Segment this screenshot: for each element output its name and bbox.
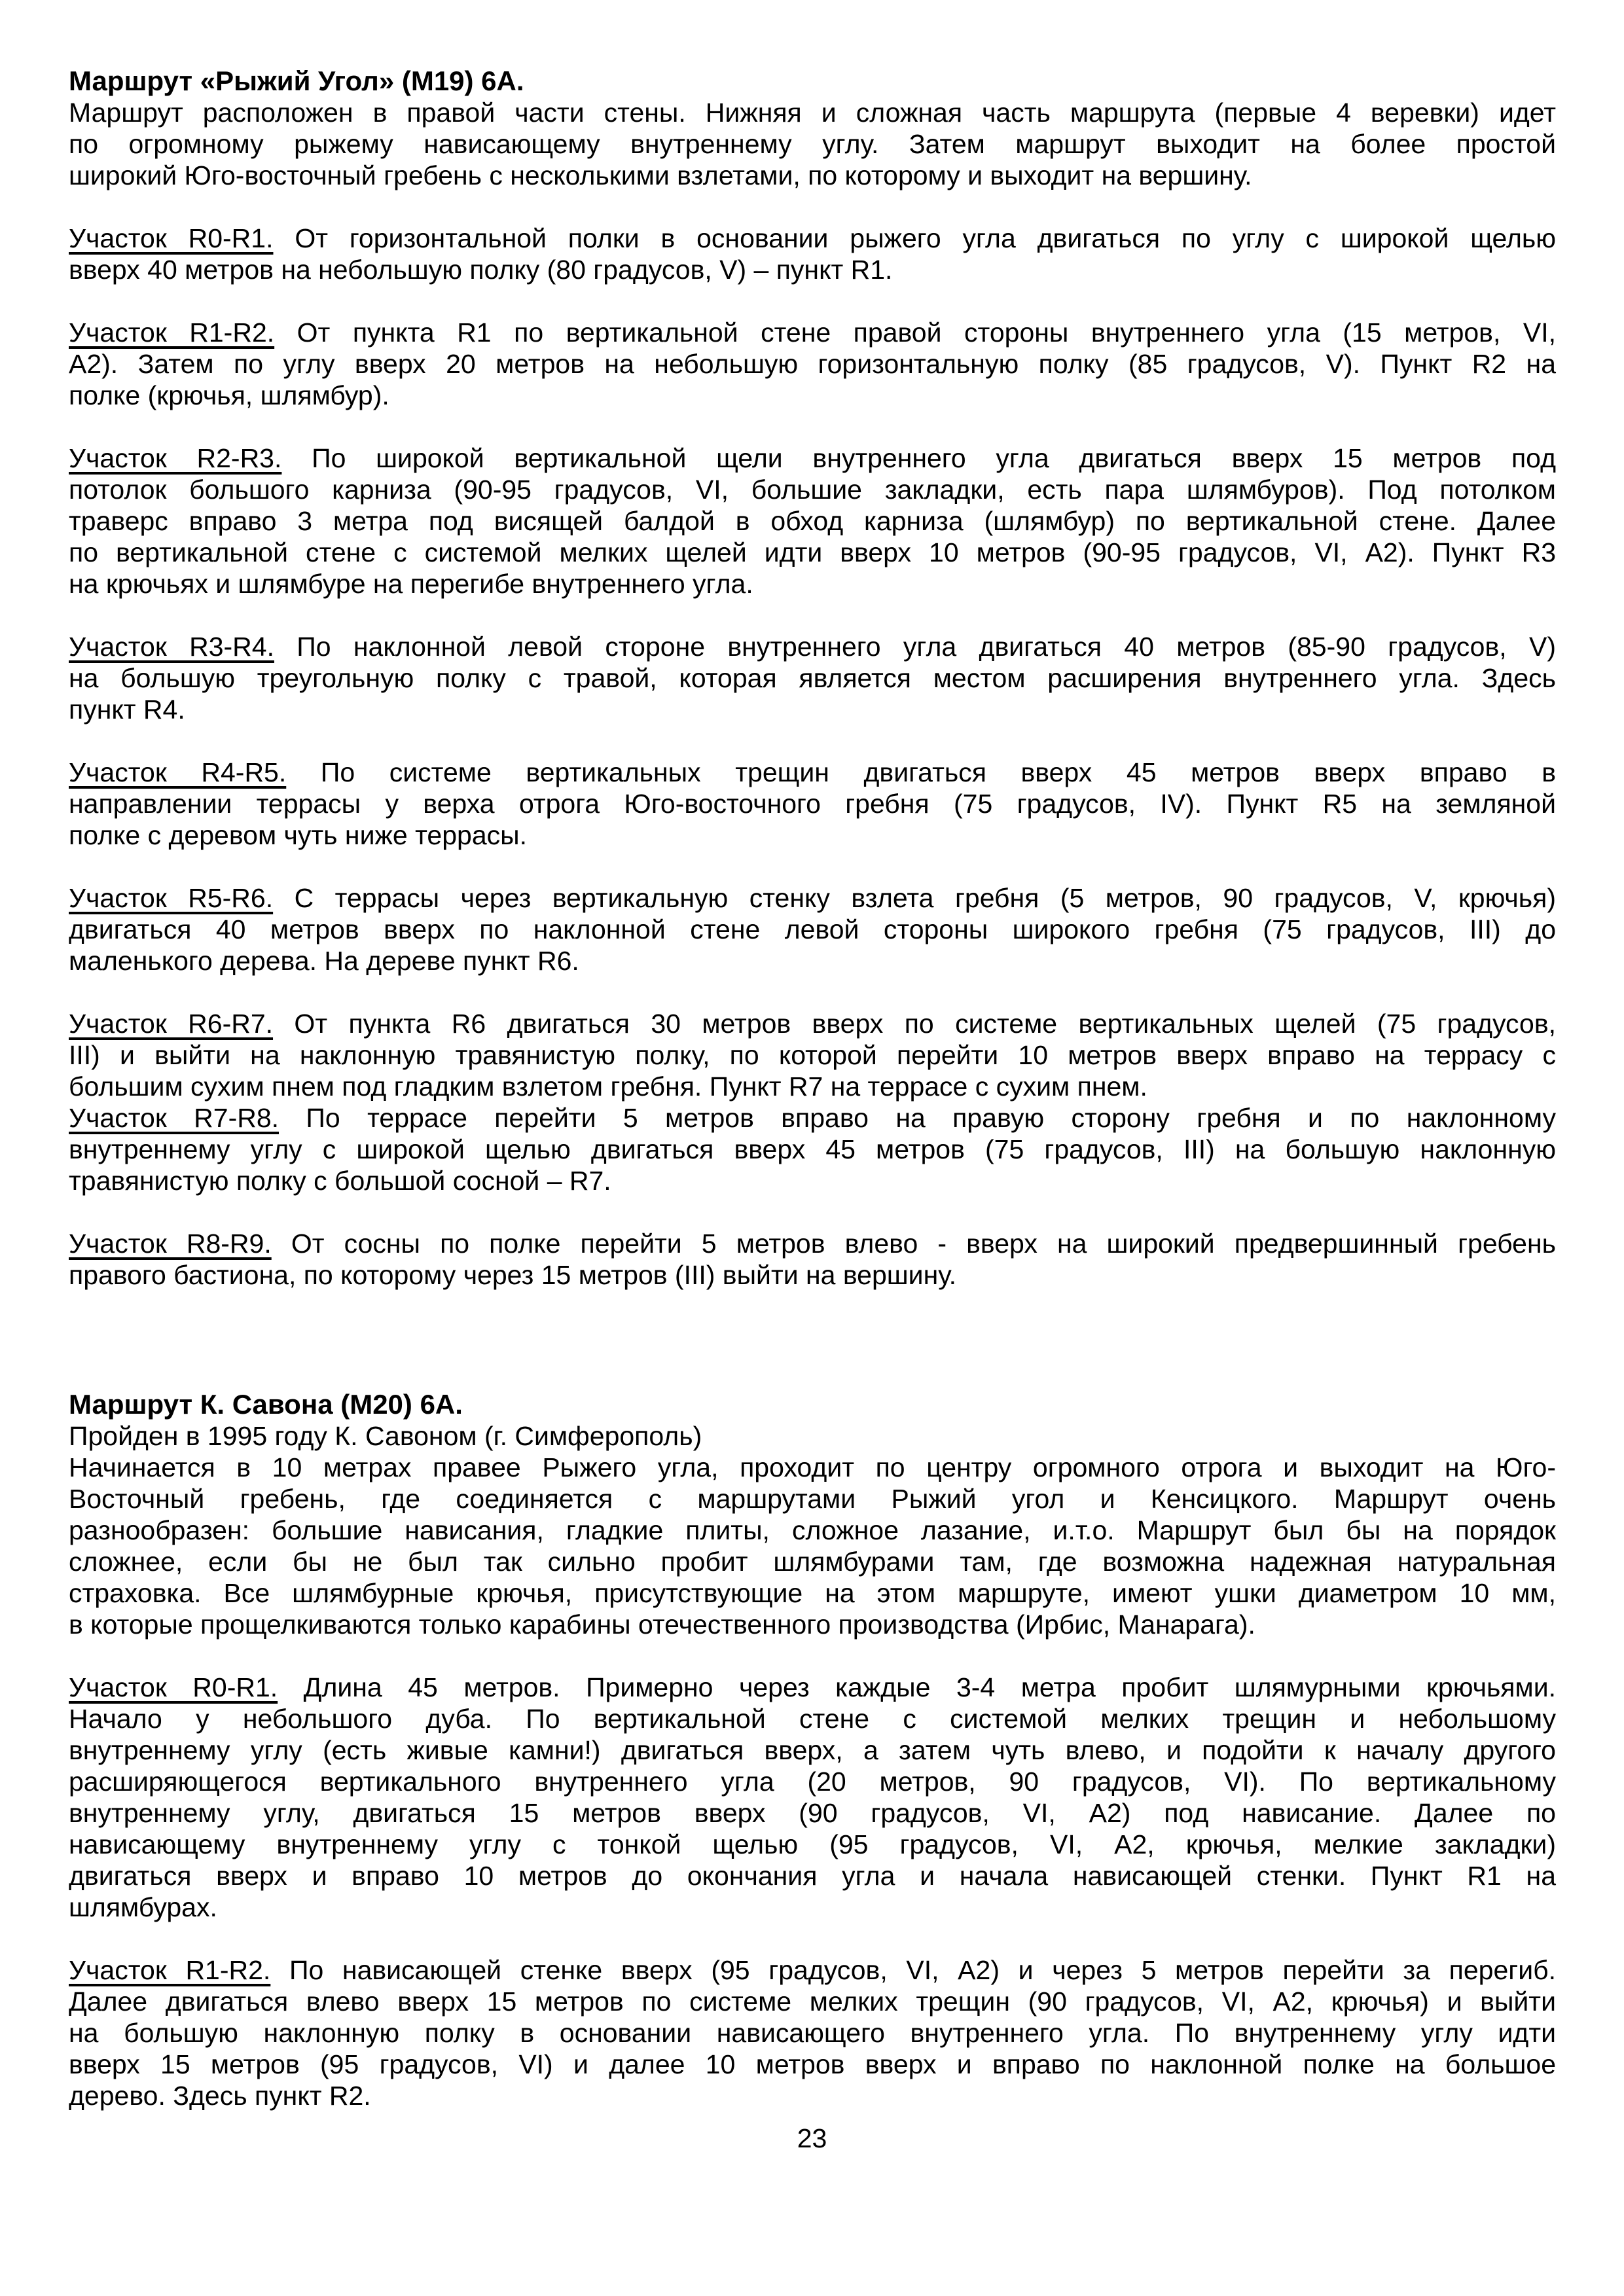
text-line: на большую наклонную полку в основании нависающего внутреннего угла. По внутреннему углу идти: [69, 2018, 1556, 2048]
segment-text: По широкой вертикальной щели внутреннего угла двигаться вверх 15 метров под: [281, 443, 1556, 473]
text-line: Начало у небольшого дуба. По вертикальной стене с системой мелких трещин и небольшому: [69, 1704, 1556, 1734]
segment-label: Участок R5-R6.: [69, 883, 274, 913]
text-line: двигаться вверх и вправо 10 метров до окончания угла и начала нависающей стенки. Пункт R1 на: [69, 1861, 1556, 1891]
text-line: разнообразен: большие нависания, гладкие плиты, сложное лазание, и.т.о. Маршрут был бы на порядок: [69, 1515, 1556, 1545]
segment-text: По террасе перейти 5 метров вправо на правую сторону гребня и по наклонному: [279, 1103, 1556, 1133]
text-line: по огромному рыжему нависающему внутреннему углу. Затем маршрут выходит на более простой: [69, 129, 1556, 159]
text-line: вверх 40 метров на небольшую полку (80 градусов, V) – пункт R1.: [69, 255, 893, 285]
text-line: внутреннему углу (есть живые камни!) двигаться вверх, а затем чуть влево, и подойти к началу другого: [69, 1735, 1556, 1765]
segment-text: С террасы через вертикальную стенку взлета гребня (5 метров, 90 градусов, V, крючья): [273, 883, 1556, 913]
text-line: [69, 317, 1556, 348]
text-line: Маршрут расположен в правой части стены. Нижняя и сложная часть маршрута (первые 4 веревки) идет: [69, 98, 1556, 128]
text-line: расширяющегося вертикального внутреннего угла (20 метров, 90 градусов, VI). По вертикальному: [69, 1767, 1556, 1797]
segment-label: Участок R7-R8.: [69, 1103, 280, 1133]
segment-label: Участок R0-R1.: [69, 223, 274, 253]
segment-label: Участок R2-R3.: [69, 443, 282, 473]
text-line: широкий Юго-восточный гребень с несколькими взлетами, по которому и выходит на вершину.: [69, 160, 1252, 190]
text-line: пункт R4.: [69, 694, 185, 725]
segment-label: Участок R6-R7.: [69, 1009, 274, 1039]
segment-text: По системе вертикальных трещин двигаться вверх 45 метров вверх вправо в: [286, 757, 1556, 787]
text-line: внутреннему углу с широкой щелью двигаться вверх 45 метров (75 градусов, III) на большую наклонную: [69, 1134, 1556, 1164]
text-line: полке (крючья, шлямбур).: [69, 380, 389, 410]
paragraph: [69, 1228, 1556, 1291]
text-line: направлении террасы у верха отрога Юго-восточного гребня (75 градусов, IV). Пункт R5 на земляной: [69, 789, 1556, 819]
text-line: [69, 1672, 1556, 1703]
segment-text: Длина 45 метров. Примерно через каждые 3-4 метра пробит шлямурными крючьями.: [278, 1672, 1556, 1702]
segment-label: Участок R1-R2.: [69, 317, 275, 348]
text-line: Пройден в 1995 году К. Савоном (г. Симферополь): [69, 1421, 702, 1451]
page-number: 23: [797, 2123, 827, 2153]
paragraph: [69, 1102, 1556, 1196]
segment-label: Участок R8-R9.: [69, 1229, 272, 1259]
segment-text: От горизонтальной полки в основании рыжего угла двигаться по углу с широкой щелью: [273, 223, 1556, 253]
paragraph: [69, 1420, 1556, 1452]
text-line: по вертикальной стене с системой мелких щелей идти вверх 10 метров (90-95 градусов, VI, А2). Пункт R3: [69, 537, 1556, 567]
paragraph: [69, 442, 1556, 600]
text-line: маленького дерева. На дереве пункт R6.: [69, 946, 579, 976]
text-line: траверс вправо 3 метра под висящей балдой в обход карниза (шлямбур) по вертикальной стене. Далее: [69, 506, 1556, 536]
text-line: страховка. Все шлямбурные крючья, присутствующие на этом маршруте, имеют ушки диаметром 10 мм,: [69, 1578, 1556, 1608]
text-line: [69, 757, 1556, 788]
text-line: [69, 631, 1556, 662]
paragraph: [69, 223, 1556, 285]
text-line: [69, 442, 1556, 474]
text-line: травянистую полку с большой сосной – R7.: [69, 1166, 611, 1196]
paragraph: [69, 97, 1556, 191]
segment-text: От сосны по полке перейти 5 метров влево - вверх на широкий предвершинный гребень: [271, 1229, 1556, 1259]
segment-text: От пункта R6 двигаться 30 метров вверх по системе вертикальных щелей (75 градусов,: [273, 1009, 1556, 1039]
paragraph: [69, 882, 1556, 977]
text-line: сложнее, если бы не был так сильно пробит шлямбурами там, где возможна надежная натуральная: [69, 1547, 1556, 1577]
segment-text: По нависающей стенке вверх (95 градусов, VI, А2) и через 5 метров перейти за перегиб.: [270, 1955, 1556, 1985]
text-line: Далее двигаться влево вверх 15 метров по системе мелких трещин (90 градусов, VI, А2, крючья) и выйти: [69, 1986, 1556, 2017]
route-heading: Маршрут «Рыжий Угол» (М19) 6А.: [69, 65, 524, 96]
paragraph: [69, 1452, 1556, 1640]
paragraph: [69, 1008, 1556, 1102]
text-line: Восточный гребень, где соединяется с маршрутами Рыжий угол и Кенсицкого. Маршрут очень: [69, 1484, 1556, 1514]
document-content: [69, 65, 1556, 2111]
text-line: правого бастиона, по которому через 15 метров (III) выйти на вершину.: [69, 1260, 957, 1290]
segment-label: Участок R0-R1.: [69, 1672, 278, 1702]
segment-label: Участок R1-R2.: [69, 1955, 271, 1985]
text-line: двигаться 40 метров вверх по наклонной стене левой стороны широкого гребня (75 градусов, III) до: [69, 914, 1556, 944]
text-line: внутреннему углу, двигаться 15 метров вверх (90 градусов, VI, А2) под нависание. Далее по: [69, 1798, 1556, 1828]
paragraph: [69, 317, 1556, 411]
paragraph: [69, 1672, 1556, 1923]
text-line: Начинается в 10 метрах правее Рыжего угла, проходит по центру огромного отрога и выходит на Юго-: [69, 1452, 1556, 1482]
text-line: [69, 1228, 1556, 1259]
text-line: большим сухим пнем под гладким взлетом гребня. Пункт R7 на террасе с сухим пнем.: [69, 1071, 1147, 1102]
text-line: [69, 223, 1556, 254]
paragraph: [69, 1954, 1556, 2111]
text-line: [69, 882, 1556, 914]
text-line: потолок большого карниза (90-95 градусов, VI, большие закладки, есть пара шлямбуров). Под потолком: [69, 475, 1556, 505]
text-line: в которые прощелкиваются только карабины отечественного производства (Ирбис, Манарага).: [69, 1609, 1255, 1640]
segment-label: Участок R3-R4.: [69, 632, 274, 662]
text-line: на крючьях и шлямбуре на перегибе внутреннего угла.: [69, 569, 753, 599]
text-line: полке с деревом чуть ниже террасы.: [69, 820, 527, 850]
segment-label: Участок R4-R5.: [69, 757, 287, 787]
text-line: [69, 1954, 1556, 1986]
text-line: III) и выйти на наклонную травянистую полку, по которой перейти 10 метров вверх вправо на террасу с: [69, 1040, 1556, 1070]
route-heading: Маршрут К. Савона (М20) 6А.: [69, 1389, 463, 1420]
text-line: на большую треугольную полку с травой, которая является местом расширения внутреннего угла. Здесь: [69, 663, 1556, 693]
paragraph: [69, 757, 1556, 851]
text-line: шлямбурах.: [69, 1892, 217, 1922]
segment-text: От пункта R1 по вертикальной стене правой стороны внутреннего угла (15 метров, VI,: [274, 317, 1556, 348]
segment-text: По наклонной левой стороне внутреннего угла двигаться 40 метров (85-90 градусов, V): [274, 632, 1556, 662]
text-line: [69, 1102, 1556, 1134]
text-line: дерево. Здесь пункт R2.: [69, 2081, 371, 2111]
text-line: А2). Затем по углу вверх 20 метров на небольшую горизонтальную полку (85 градусов, V). Пункт R2 на: [69, 349, 1556, 379]
paragraph: [69, 631, 1556, 725]
text-line: вверх 15 метров (95 градусов, VI) и далее 10 метров вверх и вправо по наклонной полке на большое: [69, 2049, 1556, 2079]
text-line: [69, 1008, 1556, 1039]
text-line: нависающему внутреннему углу с тонкой щелью (95 градусов, VI, А2, крючья, мелкие закладки): [69, 1829, 1556, 1859]
